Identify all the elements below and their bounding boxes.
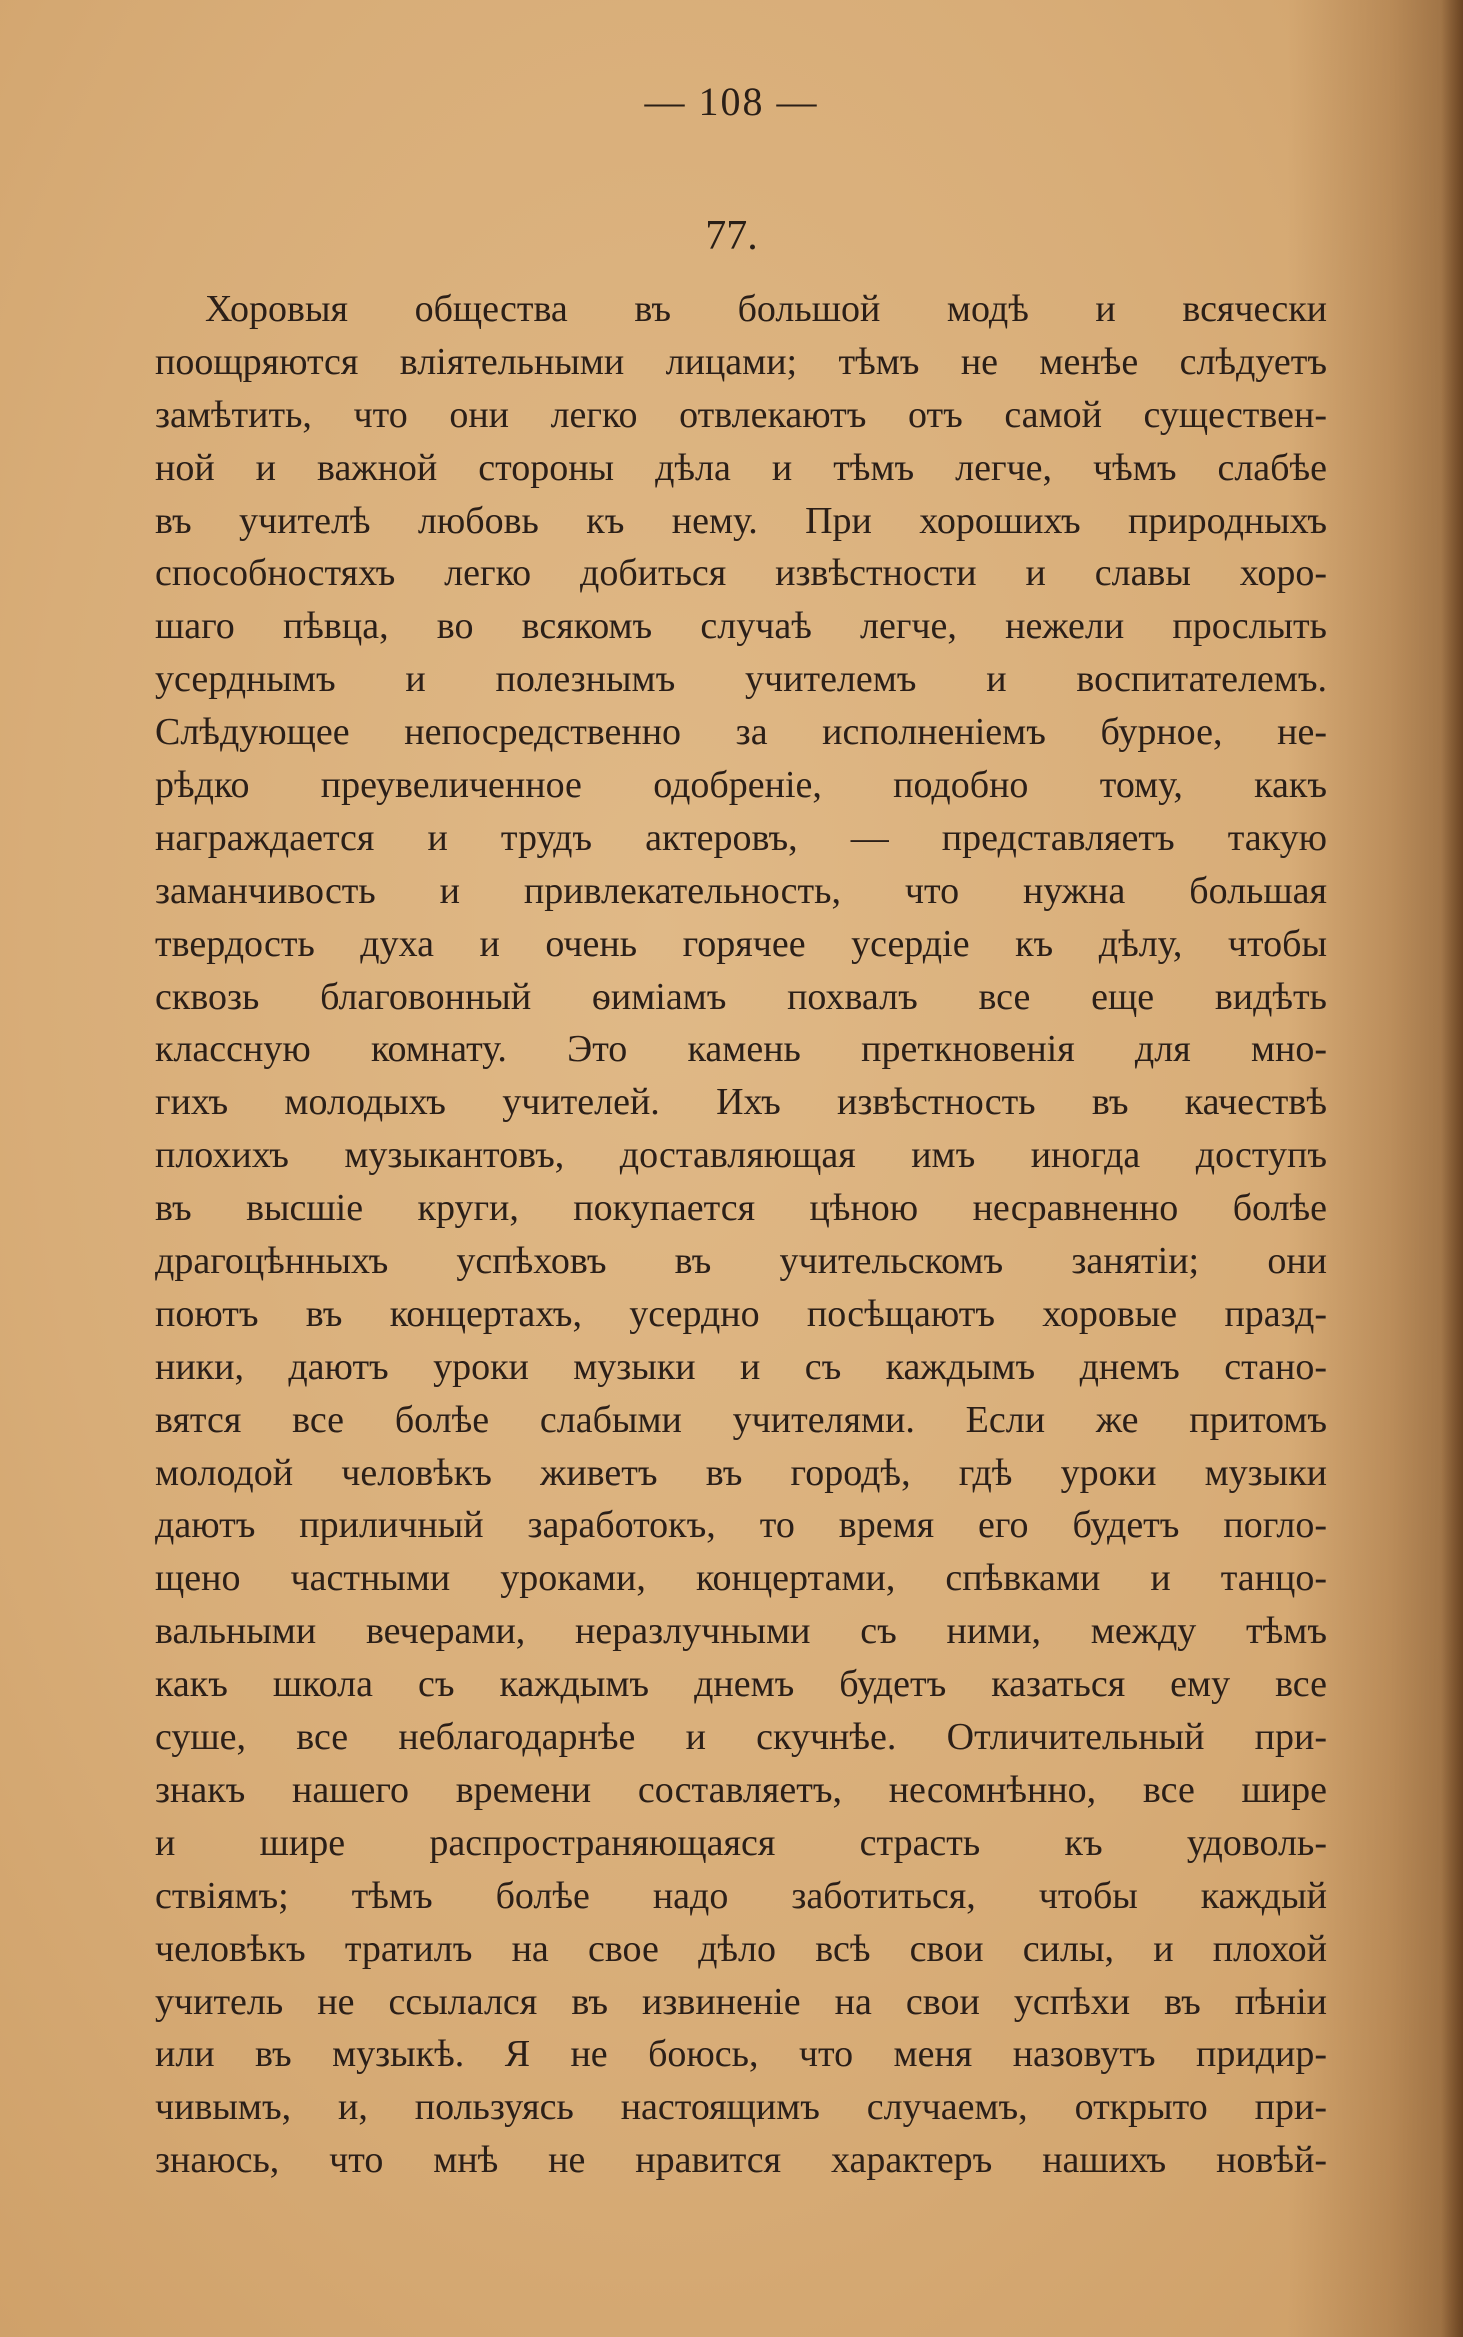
text-line: въ учителѣ любовь къ нему. При хорошихъ природныхъ: [155, 499, 1327, 542]
text-line: твердость духа и очень горячее усердіе къ дѣлу, чтобы: [155, 922, 1327, 965]
text-line: награждается и трудъ актеровъ, — представляетъ такую: [155, 816, 1327, 859]
text-line: Слѣдующее непосредственно за исполненіемъ бурное, не-: [155, 711, 1327, 754]
text-line: знакъ нашего времени составляетъ, несомнѣнно, все шире: [155, 1768, 1327, 1811]
text-line: или въ музыкѣ. Я не боюсь, что меня назовутъ придир-: [155, 2033, 1327, 2076]
text-line: плохихъ музыкантовъ, доставляющая имъ иногда доступъ: [155, 1134, 1327, 1177]
text-line: Хоровыя общества въ большой модѣ и всячески: [205, 288, 1327, 330]
text-line: человѣкъ тратилъ на свое дѣло всѣ свои силы, и плохой: [155, 1927, 1327, 1970]
text-line: знаюсь, что мнѣ не нравится характеръ нашихъ новѣй-: [155, 2139, 1327, 2182]
text-line: какъ школа съ каждымъ днемъ будетъ казаться ему все: [155, 1663, 1327, 1706]
page-number: — 108 —: [644, 79, 819, 124]
text-line: учитель не ссылался въ извиненіе на свои успѣхи въ пѣніи: [155, 1980, 1327, 2023]
text-line: заманчивость и привлекательность, что нужна большая: [155, 869, 1327, 912]
text-line: и шире распространяющаяся страсть къ удоволь-: [155, 1821, 1327, 1864]
text-line: вальными вечерами, неразлучными съ ними, между тѣмъ: [155, 1610, 1327, 1653]
text-line: сквозь благовонный ѳиміамъ похвалъ все еще видѣть: [155, 975, 1327, 1018]
text-line: вятся все болѣе слабыми учителями. Если же притомъ: [155, 1398, 1327, 1441]
text-line: ной и важной стороны дѣла и тѣмъ легче, чѣмъ слабѣе: [155, 446, 1327, 489]
text-line: гихъ молодыхъ учителей. Ихъ извѣстность въ качествѣ: [155, 1081, 1327, 1124]
text-line: молодой человѣкъ живетъ въ городѣ, гдѣ уроки музыки: [155, 1451, 1327, 1494]
text-line: чивымъ, и, пользуясь настоящимъ случаемъ, открыто при-: [155, 2086, 1327, 2129]
text-line: даютъ приличный заработокъ, то время его будетъ погло-: [155, 1504, 1327, 1547]
text-line: способностяхъ легко добиться извѣстности и славы хоро-: [155, 552, 1327, 595]
text-line: ники, даютъ уроки музыки и съ каждымъ днемъ стано-: [155, 1345, 1327, 1388]
section-number: 77.: [705, 213, 758, 259]
text-line: усерднымъ и полезнымъ учителемъ и воспитателемъ.: [155, 658, 1327, 701]
text-line: замѣтить, что они легко отвлекаютъ отъ самой существен-: [155, 393, 1327, 436]
text-line: суше, все неблагодарнѣе и скучнѣе. Отличительный при-: [155, 1716, 1327, 1759]
text-line: ствіямъ; тѣмъ болѣе надо заботиться, чтобы каждый: [155, 1874, 1327, 1917]
text-line: поощряются вліятельными лицами; тѣмъ не менѣе слѣдуетъ: [155, 340, 1327, 383]
body-text: [155, 283, 1327, 2187]
text-line: въ высшіе круги, покупается цѣною несравненно болѣе: [155, 1187, 1327, 1230]
page-edge-shadow: [1441, 0, 1463, 2337]
text-line: рѣдко преувеличенное одобреніе, подобно тому, какъ: [155, 764, 1327, 807]
text-line: классную комнату. Это камень преткновенія для мно-: [155, 1028, 1327, 1071]
text-line: шаго пѣвца, во всякомъ случаѣ легче, нежели прослыть: [155, 605, 1327, 648]
text-line: щено частными уроками, концертами, спѣвками и танцо-: [155, 1557, 1327, 1600]
text-line: поютъ въ концертахъ, усердно посѣщаютъ хоровые празд-: [155, 1292, 1327, 1335]
text-line: драгоцѣнныхъ успѣховъ въ учительскомъ занятіи; они: [155, 1240, 1327, 1283]
